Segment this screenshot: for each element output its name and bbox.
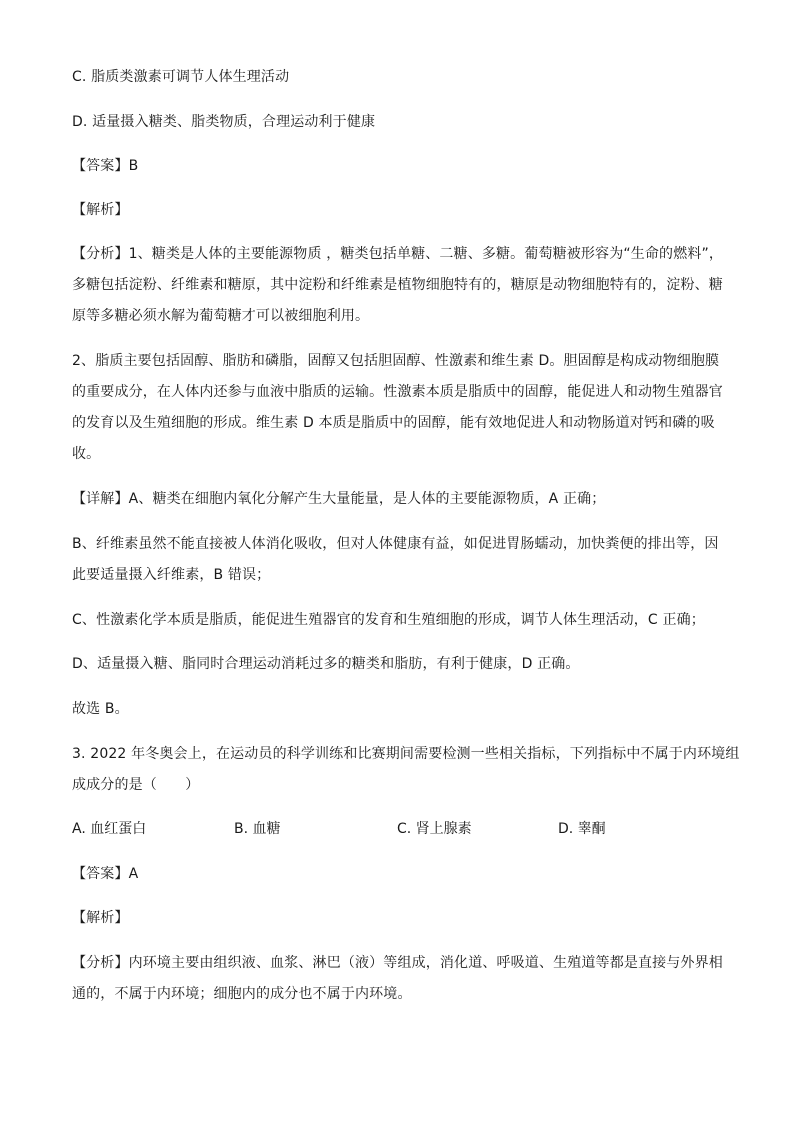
q3-option-b: B. 血糖 (234, 821, 281, 837)
q2-detail-c: C、性激素化学本质是脂质，能促进生殖器官的发育和生殖细胞的形成，调节人体生理活动，C 正确； (72, 612, 705, 628)
q2-option-c: C. 脂质类激素可调节人体生理活动 (72, 69, 290, 85)
q2-analysis-title: 【解析】 (72, 202, 129, 218)
q2-fenxi-paragraph: 【分析】1、糖类是人体的主要能源物质 ，糖类包括单糖、二糖、多糖。葡萄糖被形容为“生命的燃料”， 多糖包括淀粉、纤维素和糖原，其中淀粉和纤维素是植物细胞特有的，糖原是动物细胞特有的，淀粉、糖 原等多糖必须水解为葡萄糖才可以被细胞利用。 (72, 246, 724, 324)
q3-analysis-title: 【解析】 (72, 910, 129, 926)
q3-option-d: D. 睾酮 (558, 821, 606, 837)
q2-answer: 【答案】B (72, 158, 139, 174)
q3-option-a: A. 血红蛋白 (72, 821, 147, 837)
q3-options (72, 818, 724, 840)
q3-answer: 【答案】A (72, 866, 139, 882)
q3-option-c: C. 肾上腺素 (397, 821, 472, 837)
q2-detail-d: D、适量摄入糖、脂同时合理运动消耗过多的糖类和脂肪，有利于健康，D 正确。 (72, 656, 580, 672)
q3-fenxi-paragraph: 【分析】内环境主要由组织液、血浆、淋巴（液）等组成，消化道、呼吸道、生殖道等都是直接与外界相 通的，不属于内环境；细胞内的成分也不属于内环境。 (72, 955, 723, 1002)
q3-stem: 3. 2022 年冬奥会上，在运动员的科学训练和比赛期间需要检测一些相关指标，下列指标中不属于内环境组 成成分的是（ ） (72, 746, 740, 793)
q2-point2-paragraph: 2、脂质主要包括固醇、脂肪和磷脂，固醇又包括胆固醇、性激素和维生素 D。胆固醇是构成动物细胞膜 的重要成分，在人体内还参与血液中脂质的运输。性激素本质是脂质中的固醇，能促进人和动物生殖器官 的发育以及生殖细胞的形成。维生素 D 本质是脂质中的固醇，能有效地促进人和动物肠道对钙和磷的吸 收。 (72, 353, 723, 462)
q2-detail-b: B、纤维素虽然不能直接被人体消化吸收，但对人体健康有益，如促进胃肠蠕动，加快粪便的排出等，因 此要适量摄入纤维素，B 错误； (72, 536, 719, 583)
q2-detail-a: 【详解】A、糖类在细胞内氧化分解产生大量能量，是人体的主要能源物质，A 正确； (72, 491, 606, 507)
q2-option-d: D. 适量摄入糖类、脂类物质，合理运动利于健康 (72, 114, 376, 130)
q2-conclusion: 故选 B。 (72, 701, 129, 717)
